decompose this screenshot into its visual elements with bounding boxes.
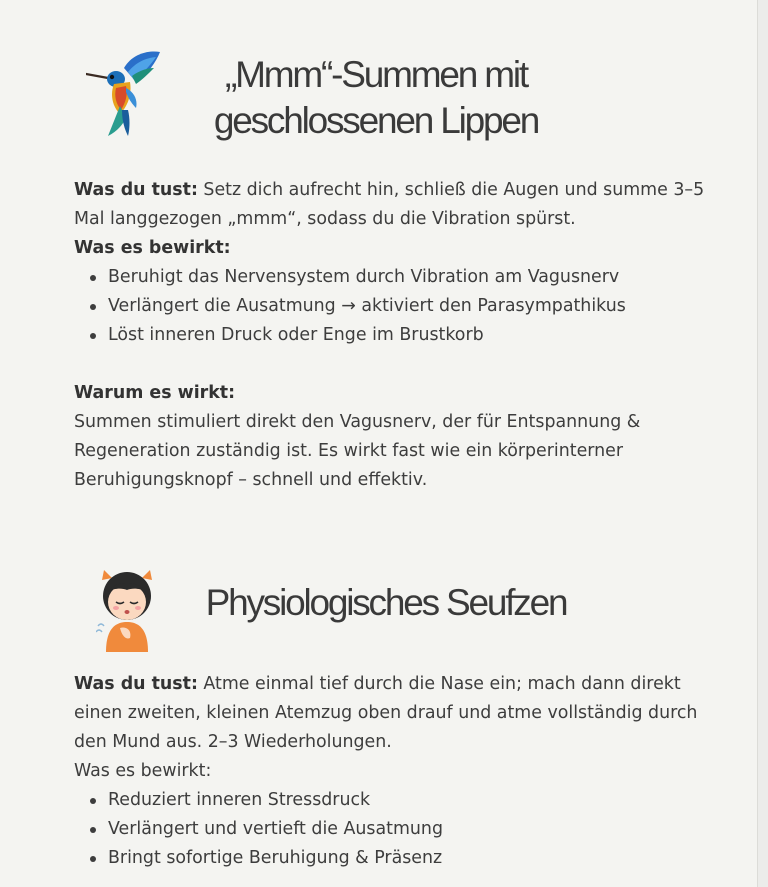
section-1-body — [74, 176, 714, 495]
list-item: Beruhigt das Nervensystem durch Vibration am Vagusnerv — [88, 263, 714, 292]
effect-list — [74, 786, 714, 873]
what-you-do-paragraph — [74, 176, 714, 234]
hummingbird-icon — [86, 48, 164, 140]
section-2-title: Physiologisches Seufzen — [205, 582, 567, 623]
what-you-do-label: Was du tust: — [74, 180, 198, 200]
list-item: Verlängert und vertieft die Ausatmung — [88, 815, 714, 844]
why-text: Summen stimuliert direkt den Vagusnerv, der für Entspannung & Regeneration zuständig ist. Es wirkt fast wie ein körperinterner Beruhigungsknopf – schnell und effektiv. — [74, 412, 641, 490]
list-item: Löst inneren Druck oder Enge im Brustkorb — [88, 321, 714, 350]
page-right-edge — [757, 0, 768, 887]
section-1-title — [164, 52, 588, 144]
what-you-do-paragraph — [74, 670, 714, 757]
why-heading: Warum es wirkt: — [74, 383, 236, 403]
effect-heading: Was es bewirkt: — [74, 238, 231, 258]
what-you-do-text: Atme einmal tief durch die Nase ein; mach dann direkt einen zweiten, kleinen Atemzug oben drauf und atme vollständig durch den Mund aus. 2–3 Wiederholungen. — [74, 674, 698, 752]
list-item: Reduziert inneren Stressdruck — [88, 786, 714, 815]
list-item: Bringt sofortige Beruhigung & Präsenz — [88, 844, 714, 873]
what-you-do-text: Setz dich aufrecht hin, schließ die Augen und summe 3–5 Mal langgezogen „mmm“, sodass du die Vibration spürst. — [74, 180, 705, 229]
sighing-girl-icon — [96, 566, 158, 652]
title-line-2: geschlossenen Lippen — [213, 100, 539, 141]
title-line-1: „Mmm“-Summen mit — [225, 54, 527, 95]
effect-heading: Was es bewirkt: — [74, 761, 212, 781]
spacer — [74, 350, 714, 379]
list-item: Verlängert die Ausatmung → aktiviert den Parasympathikus — [88, 292, 714, 321]
effect-list — [74, 263, 714, 350]
what-you-do-label: Was du tust: — [74, 674, 198, 694]
section-2-body — [74, 670, 714, 873]
